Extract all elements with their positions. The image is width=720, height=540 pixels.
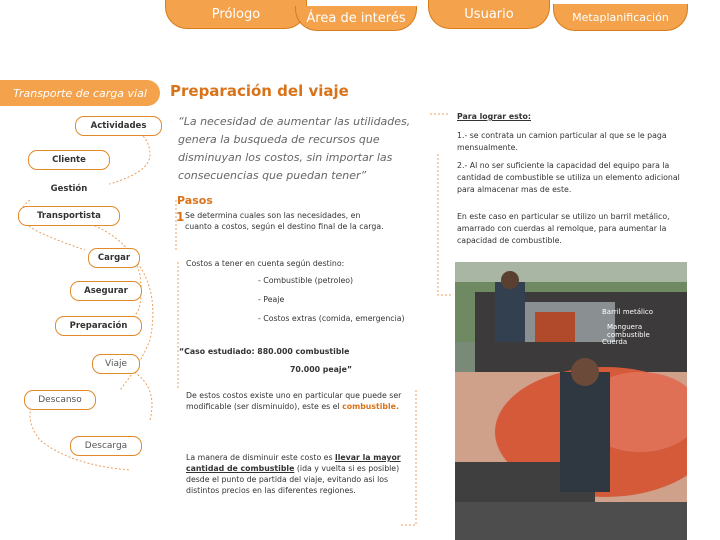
truck-photo (455, 262, 687, 540)
sidebar-flow-connectors (0, 80, 170, 540)
intro-quote: “La necesidad de aumentar las utilidades, genera la busqueda de recursos que disminuyan los costos, sin importar las consecuencias que puedan tener” (178, 115, 411, 182)
modifiable-cost-highlight: combustible. (342, 402, 399, 411)
sidebar-item-label: Cliente (52, 155, 86, 165)
sidebar-item-label: Preparación (69, 321, 128, 331)
sidebar-item-descarga[interactable] (70, 436, 142, 456)
tab-area-label: Área de interés (306, 10, 406, 26)
right-point-3: En este caso en particular se utilizo un barril metálico, amarrado con cuerdas al remolque, para aumentar la capacidad de combustible. (457, 212, 670, 245)
sidebar-item-label: Cargar (97, 253, 131, 263)
tab-usuario[interactable] (428, 0, 550, 29)
steps-heading: Pasos (177, 194, 213, 207)
right-point-2: 2.- Al no ser suficiente la capacidad del equipo para la cantidad de combustible se utiliza un elemento adicional para almacenar mas de este. (457, 161, 680, 194)
right-heading: Para lograr esto: (457, 112, 531, 121)
case-study-line2: 70.000 peaje” (290, 365, 353, 374)
sidebar-item-label: Actividades (90, 121, 147, 131)
modifiable-cost-body: De estos costos existe uno en particular que puede ser modificable (ser disminuido), este es el (186, 391, 402, 411)
cost-item-peaje: - Peaje (258, 295, 285, 304)
sidebar-item-label: Viaje (104, 359, 127, 369)
step-number: 1 (176, 210, 185, 224)
reduce-cost-rest: (ida y vuelta si es posible) desde el punto de partida del viaje, evitando asi los distintos precios en las diferentes regiones. (186, 464, 400, 495)
sidebar-item-label: Transportista (37, 211, 101, 221)
sidebar-item-actividades[interactable] (75, 116, 162, 136)
step-text: Se determina cuales son las necesidades, en cuanto a costos, según el destino final de la carga. (185, 211, 384, 231)
page-title: Preparación del viaje (170, 82, 349, 100)
sidebar-item-label: Gestión (50, 184, 88, 194)
tab-metaplanificacion[interactable] (553, 4, 688, 31)
truck-photo-drawing (455, 262, 687, 540)
label-barril: Barril metálico (602, 308, 654, 316)
costs-intro: Costos a tener en cuenta según destino: (186, 259, 345, 268)
tab-area-de-interes[interactable] (295, 6, 417, 31)
sidebar-item-cliente[interactable] (28, 150, 110, 170)
sidebar-item-label: Descarga (84, 441, 128, 451)
sidebar-item-label: Asegurar (84, 286, 128, 296)
label-manguera: Manguera combustible (607, 323, 650, 339)
sidebar-item-descanso[interactable] (24, 390, 96, 410)
sidebar-item-asegurar[interactable] (70, 281, 142, 301)
cost-item-combustible: - Combustible (petroleo) (258, 276, 354, 285)
sidebar-item-cargar[interactable] (88, 248, 140, 268)
cost-item-extras: - Costos extras (comida, emergencia) (258, 314, 405, 323)
tab-metaplan-label: Metaplanificación (572, 10, 669, 24)
right-point-1: 1.- se contrata un camion particular al que se le paga mensualmente. (457, 131, 667, 152)
sidebar-item-transportista[interactable] (18, 206, 120, 226)
sidebar-header-label: Transporte de carga vial (13, 86, 147, 100)
sidebar-item-gestion[interactable] (28, 179, 110, 199)
sidebar-item-label: Descanso (38, 395, 82, 405)
reduce-cost-intro: La manera de disminuir este costo es (186, 453, 333, 462)
tab-prologo[interactable] (165, 0, 307, 29)
tab-prologo-label: Prólogo (211, 6, 261, 22)
content-connectors (170, 100, 470, 540)
sidebar-item-viaje[interactable] (92, 354, 140, 374)
reduce-cost-bold: llevar la mayor cantidad de combustible (186, 453, 401, 473)
tab-usuario-label: Usuario (464, 6, 514, 22)
case-study-line1: “Caso estudiado: 880.000 combustible (179, 347, 350, 356)
sidebar-item-preparacion[interactable] (55, 316, 142, 336)
label-cuerda: Cuerda (602, 338, 628, 346)
